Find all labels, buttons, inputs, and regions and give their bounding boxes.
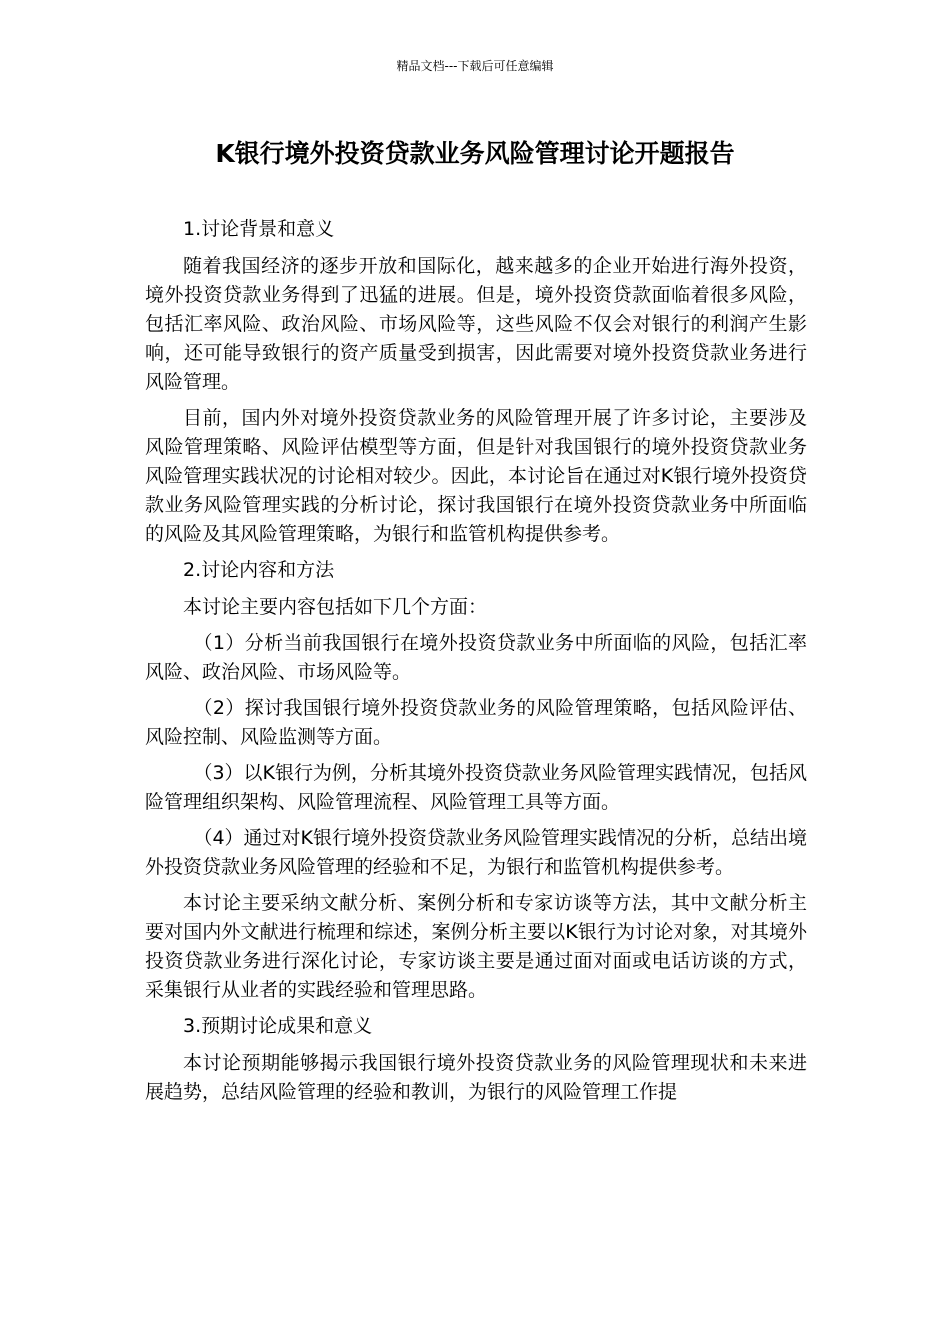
header-note: 精品文档---下载后可任意编辑 — [396, 59, 554, 73]
paragraph-background-2: 目前，国内外对境外投资贷款业务的风险管理开展了许多讨论，主要涉及风险管理策略、风险评估模型等方面，但是针对我国银行的境外投资贷款业务风险管理实践状况的讨论相对较少。因此，本讨论旨在通过对K银行境外投资贷款业务风险管理实践的分析讨论，探讨我国银行在境外投资贷款业务中所面临的风险及其风险管理策略，为银行和监管机构提供参考。 — [145, 407, 807, 545]
document-body — [145, 215, 807, 1114]
section-heading-content-methods: 2.讨论内容和方法 — [183, 559, 335, 581]
list-item-4: （4）通过对K银行境外投资贷款业务风险管理实践情况的分析，总结出境外投资贷款业务风险管理的经验和不足，为银行和监管机构提供参考。 — [145, 827, 807, 878]
list-item-3: （3）以K银行为例，分析其境外投资贷款业务风险管理实践情况，包括风险管理组织架构、风险管理流程、风险管理工具等方面。 — [145, 762, 807, 813]
list-item-1: （1）分析当前我国银行在境外投资贷款业务中所面临的风险，包括汇率风险、政治风险、市场风险等。 — [145, 632, 807, 683]
list-item-2: （2）探讨我国银行境外投资贷款业务的风险管理策略，包括风险评估、风险控制、风险监测等方面。 — [145, 697, 807, 748]
document-title: K银行境外投资贷款业务风险管理讨论开题报告 — [215, 139, 735, 168]
paragraph-expected-results: 本讨论预期能够揭示我国银行境外投资贷款业务的风险管理现状和未来进展趋势，总结风险管理的经验和教训，为银行的风险管理工作提 — [145, 1052, 807, 1103]
section-heading-expected-results: 3.预期讨论成果和意义 — [183, 1015, 373, 1037]
paragraph-background-1: 随着我国经济的逐步开放和国际化，越来越多的企业开始进行海外投资，境外投资贷款业务得到了迅猛的进展。但是，境外投资贷款面临着很多风险，包括汇率风险、政治风险、市场风险等，这些风险不仅会对银行的利润产生影响，还可能导致银行的资产质量受到损害，因此需要对境外投资贷款业务进行风险管理。 — [145, 255, 807, 393]
paragraph-content-intro: 本讨论主要内容包括如下几个方面： — [183, 596, 488, 618]
paragraph-methods: 本讨论主要采纳文献分析、案例分析和专家访谈等方法，其中文献分析主要对国内外文献进行梳理和综述，案例分析主要以K银行为讨论对象，对其境外投资贷款业务进行深化讨论，专家访谈主要是通过面对面或电话访谈的方式，采集银行从业者的实践经验和管理思路。 — [145, 892, 807, 1001]
section-heading-background: 1.讨论背景和意义 — [183, 218, 335, 240]
